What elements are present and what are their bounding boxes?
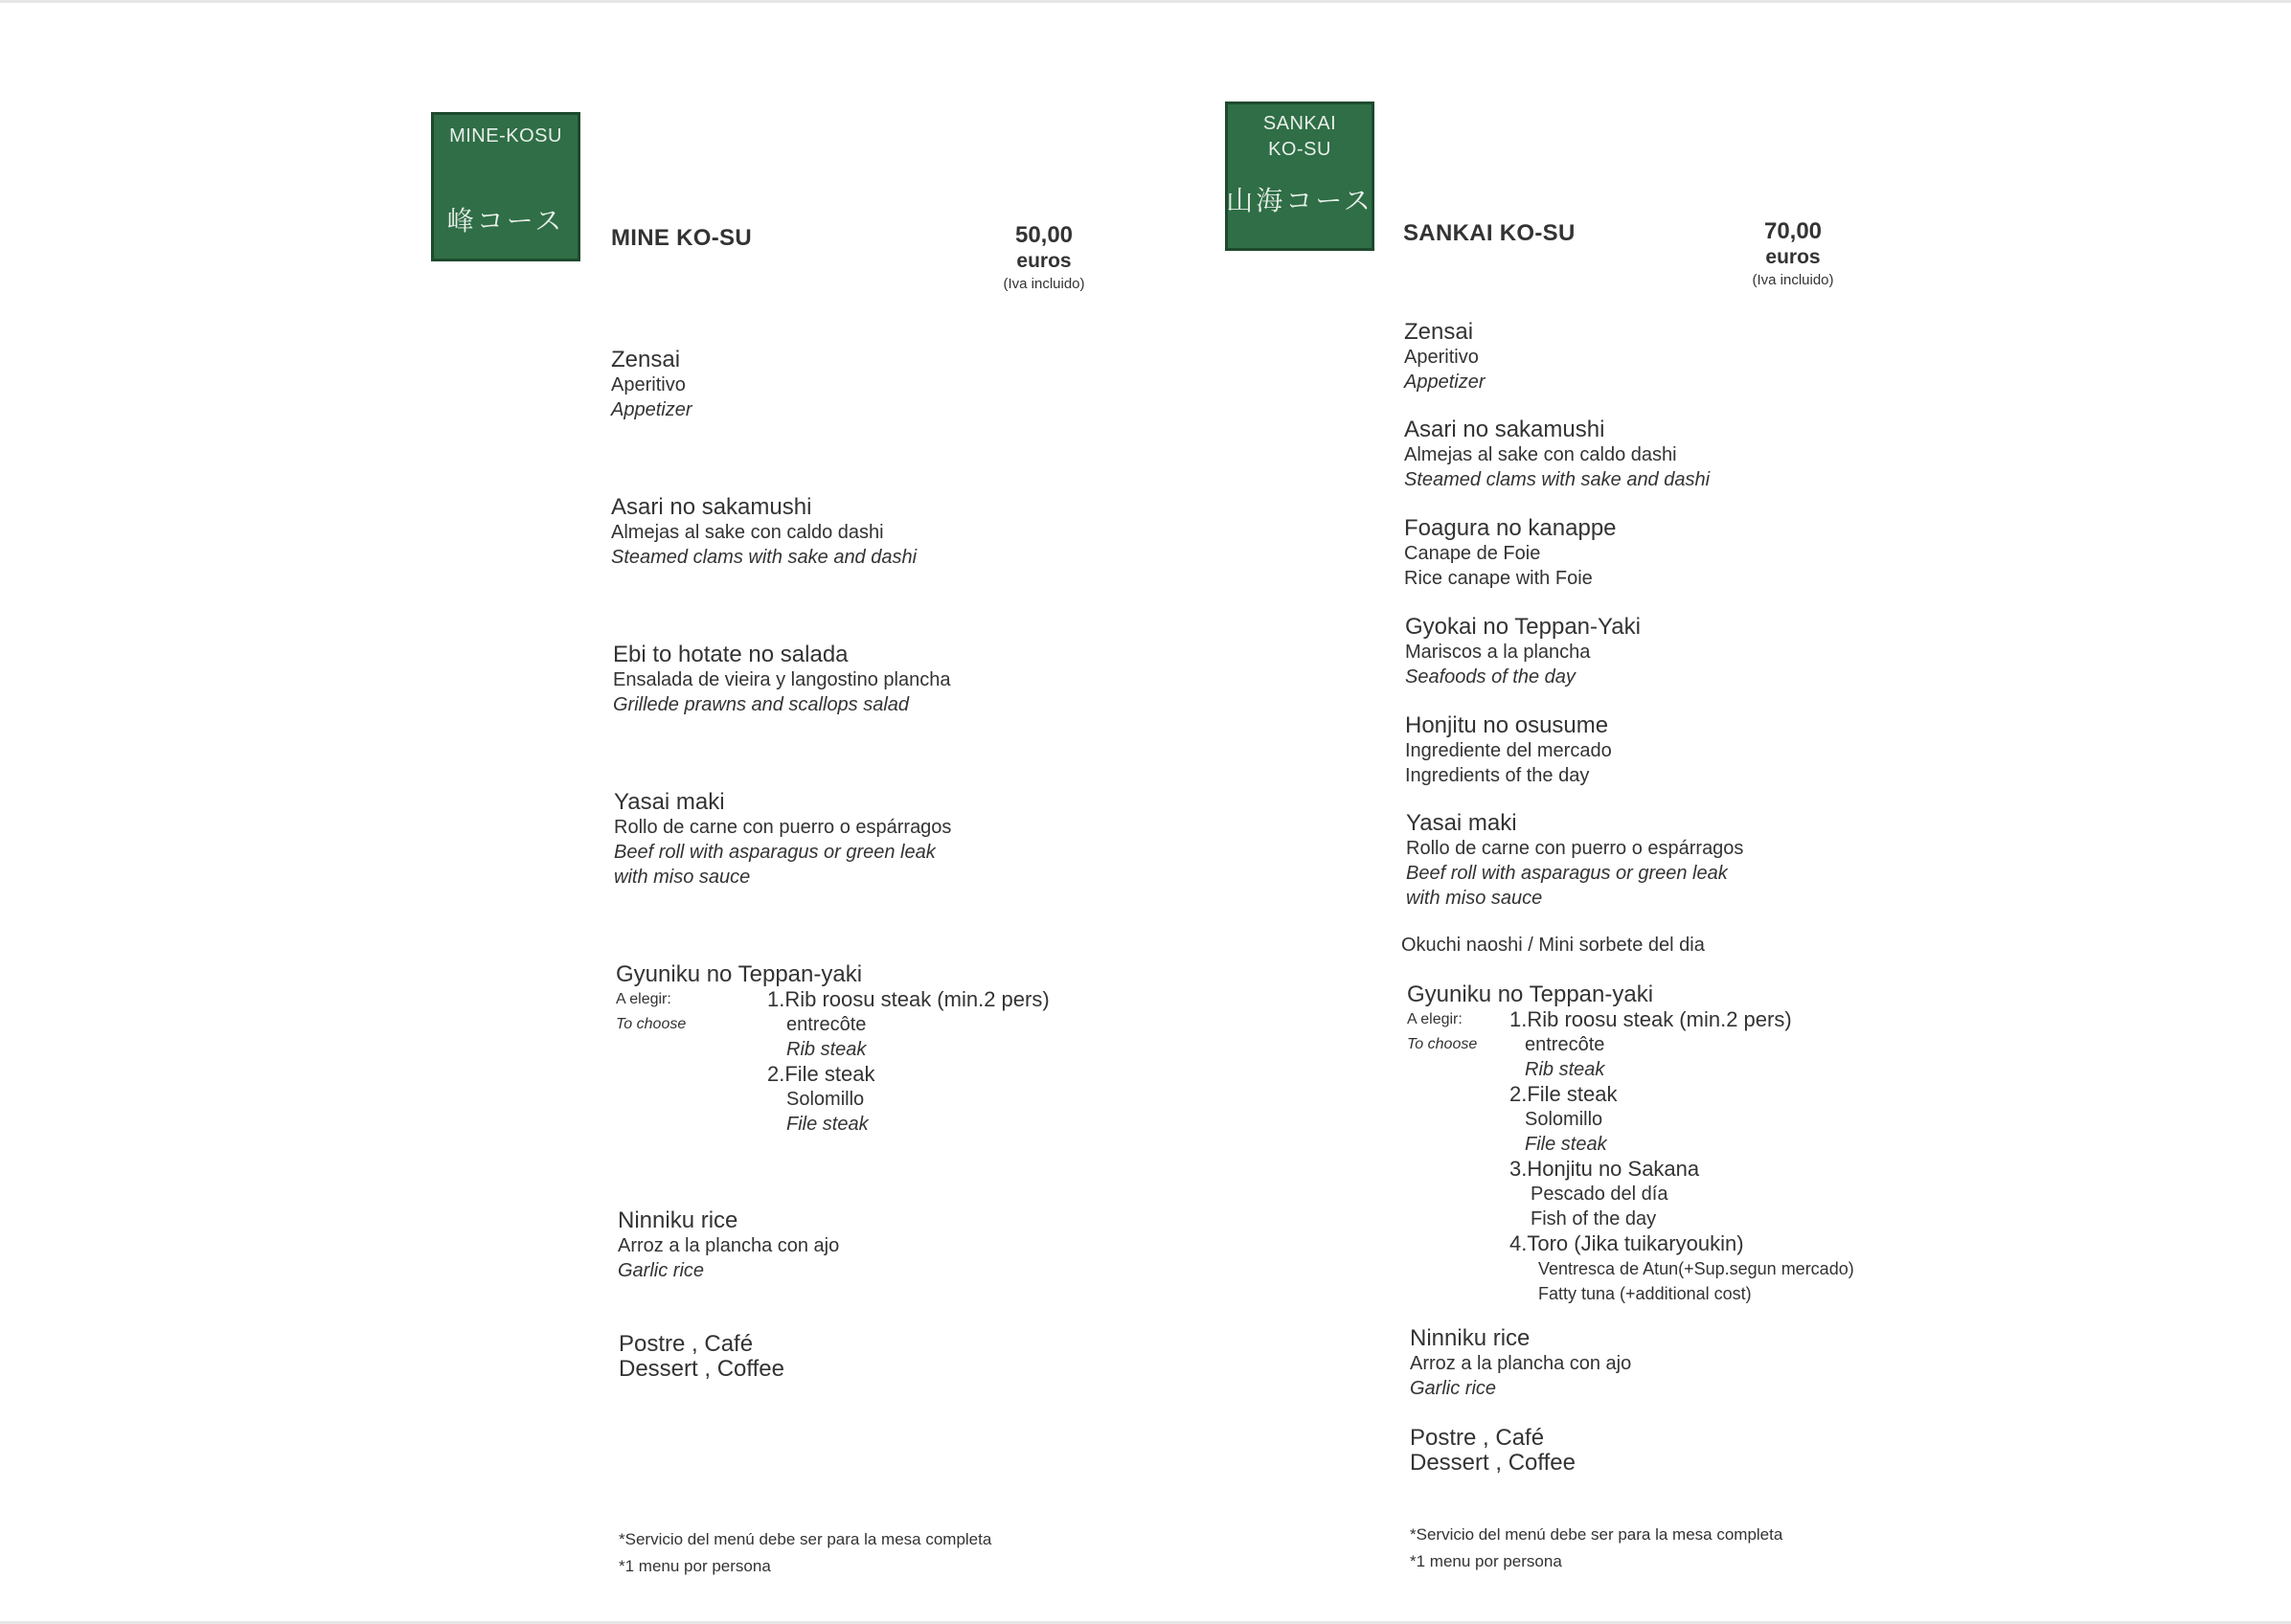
price-amount: 70,00 bbox=[1763, 218, 1823, 244]
main-course-options bbox=[1509, 1007, 1854, 1306]
course-name: Foagura no kanappe bbox=[1404, 515, 1617, 541]
course-item bbox=[1404, 417, 1710, 492]
logo-japanese: 峰コース bbox=[446, 205, 565, 237]
price-currency: euros bbox=[1765, 246, 1821, 268]
course-desc-es: Aperitivo bbox=[1404, 347, 1479, 368]
course-name: Postre , Café bbox=[619, 1331, 754, 1357]
option-title: 1.Rib roosu steak (min.2 pers) bbox=[767, 987, 1050, 1011]
course-desc-es: Canape de Foie bbox=[1404, 543, 1541, 564]
course-desc-en: Garlic rice bbox=[618, 1260, 705, 1281]
main-course-options bbox=[767, 987, 1050, 1137]
course-desc-en-continued: with miso sauce bbox=[614, 867, 751, 888]
course-desc-en-continued: with miso sauce bbox=[1406, 888, 1543, 909]
course-desc-en: Garlic rice bbox=[1410, 1378, 1497, 1399]
course-desc-es: Almejas al sake con caldo dashi bbox=[1404, 444, 1677, 465]
course-desc-en: Appetizer bbox=[611, 399, 692, 420]
choose-labels bbox=[616, 987, 686, 1037]
course-desc-en: Ingredients of the day bbox=[1405, 765, 1590, 786]
course-name: Asari no sakamushi bbox=[1404, 417, 1605, 442]
course-desc-es: Almejas al sake con caldo dashi bbox=[611, 522, 884, 543]
course-desc-es: Ensalada de vieira y langostino plancha bbox=[613, 669, 951, 690]
course-desc-es: Rollo de carne con puerro o espárragos bbox=[614, 817, 952, 838]
note-line: *Servicio del menú debe ser para la mesa completa bbox=[619, 1530, 992, 1548]
course-desc-en: Appetizer bbox=[1404, 372, 1486, 393]
menu-title: SANKAI KO-SU bbox=[1403, 220, 1576, 246]
course-name: Ninniku rice bbox=[618, 1207, 738, 1233]
course-item bbox=[1406, 811, 1743, 911]
note-line: *1 menu por persona bbox=[1410, 1552, 1562, 1570]
course-desc-en: Steamed clams with sake and dashi bbox=[1404, 469, 1711, 490]
option-desc-es: Ventresca de Atun(+Sup.segun mercado) bbox=[1538, 1259, 1854, 1278]
mine-kosu-logo bbox=[431, 112, 580, 261]
course-desc-es: Arroz a la plancha con ajo bbox=[1410, 1353, 1632, 1374]
option-title: 4.Toro (Jika tuikaryoukin) bbox=[1509, 1231, 1744, 1255]
menu-notes bbox=[1410, 1522, 1782, 1575]
course-item bbox=[613, 643, 950, 717]
option-desc-es: Solomillo bbox=[1525, 1109, 1603, 1130]
choose-label-en: To choose bbox=[1407, 1036, 1478, 1052]
course-item bbox=[1410, 1326, 1631, 1401]
option-desc-en: Fish of the day bbox=[1531, 1208, 1657, 1229]
course-desc-en: Grillede prawns and scallops salad bbox=[613, 694, 910, 715]
course-name-en: Dessert , Coffee bbox=[619, 1356, 784, 1382]
course-desc-en: Beef roll with asparagus or green leak bbox=[614, 842, 936, 863]
course-desc-en: Rice canape with Foie bbox=[1404, 568, 1593, 589]
option-desc-en: Rib steak bbox=[1525, 1059, 1605, 1080]
option-desc-es: Pescado del día bbox=[1531, 1184, 1668, 1205]
logo-label: SANKAI bbox=[1262, 113, 1337, 134]
option-title: 2.File steak bbox=[1509, 1082, 1618, 1106]
main-course-choice bbox=[1407, 982, 1943, 1308]
option-title: 1.Rib roosu steak (min.2 pers) bbox=[1509, 1007, 1792, 1031]
menu-title: MINE KO-SU bbox=[611, 225, 752, 251]
course-item bbox=[1404, 320, 1486, 395]
course-item bbox=[1405, 713, 1612, 788]
course-name: Zensai bbox=[1404, 319, 1474, 345]
price-tax-note: (Iva incluido) bbox=[1752, 272, 1834, 288]
choose-label-es: A elegir: bbox=[616, 991, 671, 1007]
course-desc-es: Arroz a la plancha con ajo bbox=[618, 1235, 840, 1256]
course-name-en: Dessert , Coffee bbox=[1410, 1450, 1576, 1476]
choose-label-en: To choose bbox=[616, 1016, 687, 1032]
course-name: Yasai maki bbox=[1406, 810, 1517, 836]
course-item bbox=[619, 1332, 784, 1382]
course-item bbox=[618, 1208, 839, 1283]
course-name: Zensai bbox=[611, 347, 681, 372]
option-title: 3.Honjitu no Sakana bbox=[1509, 1157, 1700, 1181]
price-currency: euros bbox=[1016, 250, 1072, 272]
menu-sankai-kosu bbox=[1146, 0, 2291, 1624]
course-item bbox=[1405, 615, 1641, 689]
course-item bbox=[611, 348, 692, 422]
course-name: Gyokai no Teppan-Yaki bbox=[1405, 614, 1641, 640]
course-desc-en: Seafoods of the day bbox=[1405, 666, 1576, 688]
course-desc-es: Rollo de carne con puerro o espárragos bbox=[1406, 838, 1744, 859]
option-desc-es: entrecôte bbox=[786, 1014, 867, 1035]
intermezzo-sorbet: Okuchi naoshi / Mini sorbete del dia bbox=[1401, 935, 1705, 956]
logo-japanese: 山海コース bbox=[1226, 185, 1373, 216]
note-line: *1 menu por persona bbox=[619, 1557, 771, 1575]
course-item bbox=[1410, 1426, 1576, 1476]
course-name: Postre , Café bbox=[1410, 1425, 1545, 1451]
note-line: *Servicio del menú debe ser para la mesa completa bbox=[1410, 1525, 1783, 1544]
logo-label-line2: KO-SU bbox=[1268, 139, 1331, 160]
logo-label: MINE-KOSU bbox=[449, 125, 562, 147]
choose-label-es: A elegir: bbox=[1407, 1011, 1463, 1027]
course-item bbox=[611, 495, 917, 570]
course-name: Yasai maki bbox=[614, 789, 725, 815]
course-desc-es: Mariscos a la plancha bbox=[1405, 642, 1591, 663]
main-course-choice bbox=[616, 962, 1114, 1154]
course-item bbox=[1404, 516, 1617, 591]
price-amount: 50,00 bbox=[1014, 222, 1074, 248]
course-name: Honjitu no osusume bbox=[1405, 712, 1609, 738]
menu-price bbox=[967, 222, 1121, 295]
course-name: Ninniku rice bbox=[1410, 1325, 1531, 1351]
course-name: Asari no sakamushi bbox=[611, 494, 812, 520]
option-title: 2.File steak bbox=[767, 1062, 875, 1086]
sankai-kosu-logo bbox=[1225, 102, 1374, 251]
price-tax-note: (Iva incluido) bbox=[1003, 276, 1085, 292]
course-desc-en: Steamed clams with sake and dashi bbox=[611, 547, 918, 568]
menu-price bbox=[1716, 218, 1870, 291]
course-desc-es: Aperitivo bbox=[611, 374, 686, 395]
main-course-name: Gyuniku no Teppan-yaki bbox=[616, 961, 863, 987]
course-item bbox=[614, 790, 951, 890]
choose-labels bbox=[1407, 1007, 1477, 1057]
course-desc-en: Beef roll with asparagus or green leak bbox=[1406, 863, 1728, 884]
option-desc-en: File steak bbox=[786, 1114, 869, 1135]
option-desc-es: Solomillo bbox=[786, 1089, 865, 1110]
option-desc-en: Rib steak bbox=[786, 1039, 867, 1060]
main-course-name: Gyuniku no Teppan-yaki bbox=[1407, 981, 1654, 1007]
course-name: Ebi to hotate no salada bbox=[613, 642, 849, 667]
option-desc-es: entrecôte bbox=[1525, 1034, 1605, 1055]
menu-notes bbox=[619, 1526, 991, 1580]
option-desc-en: Fatty tuna (+additional cost) bbox=[1538, 1284, 1752, 1303]
option-desc-en: File steak bbox=[1525, 1134, 1607, 1155]
course-desc-es: Ingrediente del mercado bbox=[1405, 740, 1612, 761]
